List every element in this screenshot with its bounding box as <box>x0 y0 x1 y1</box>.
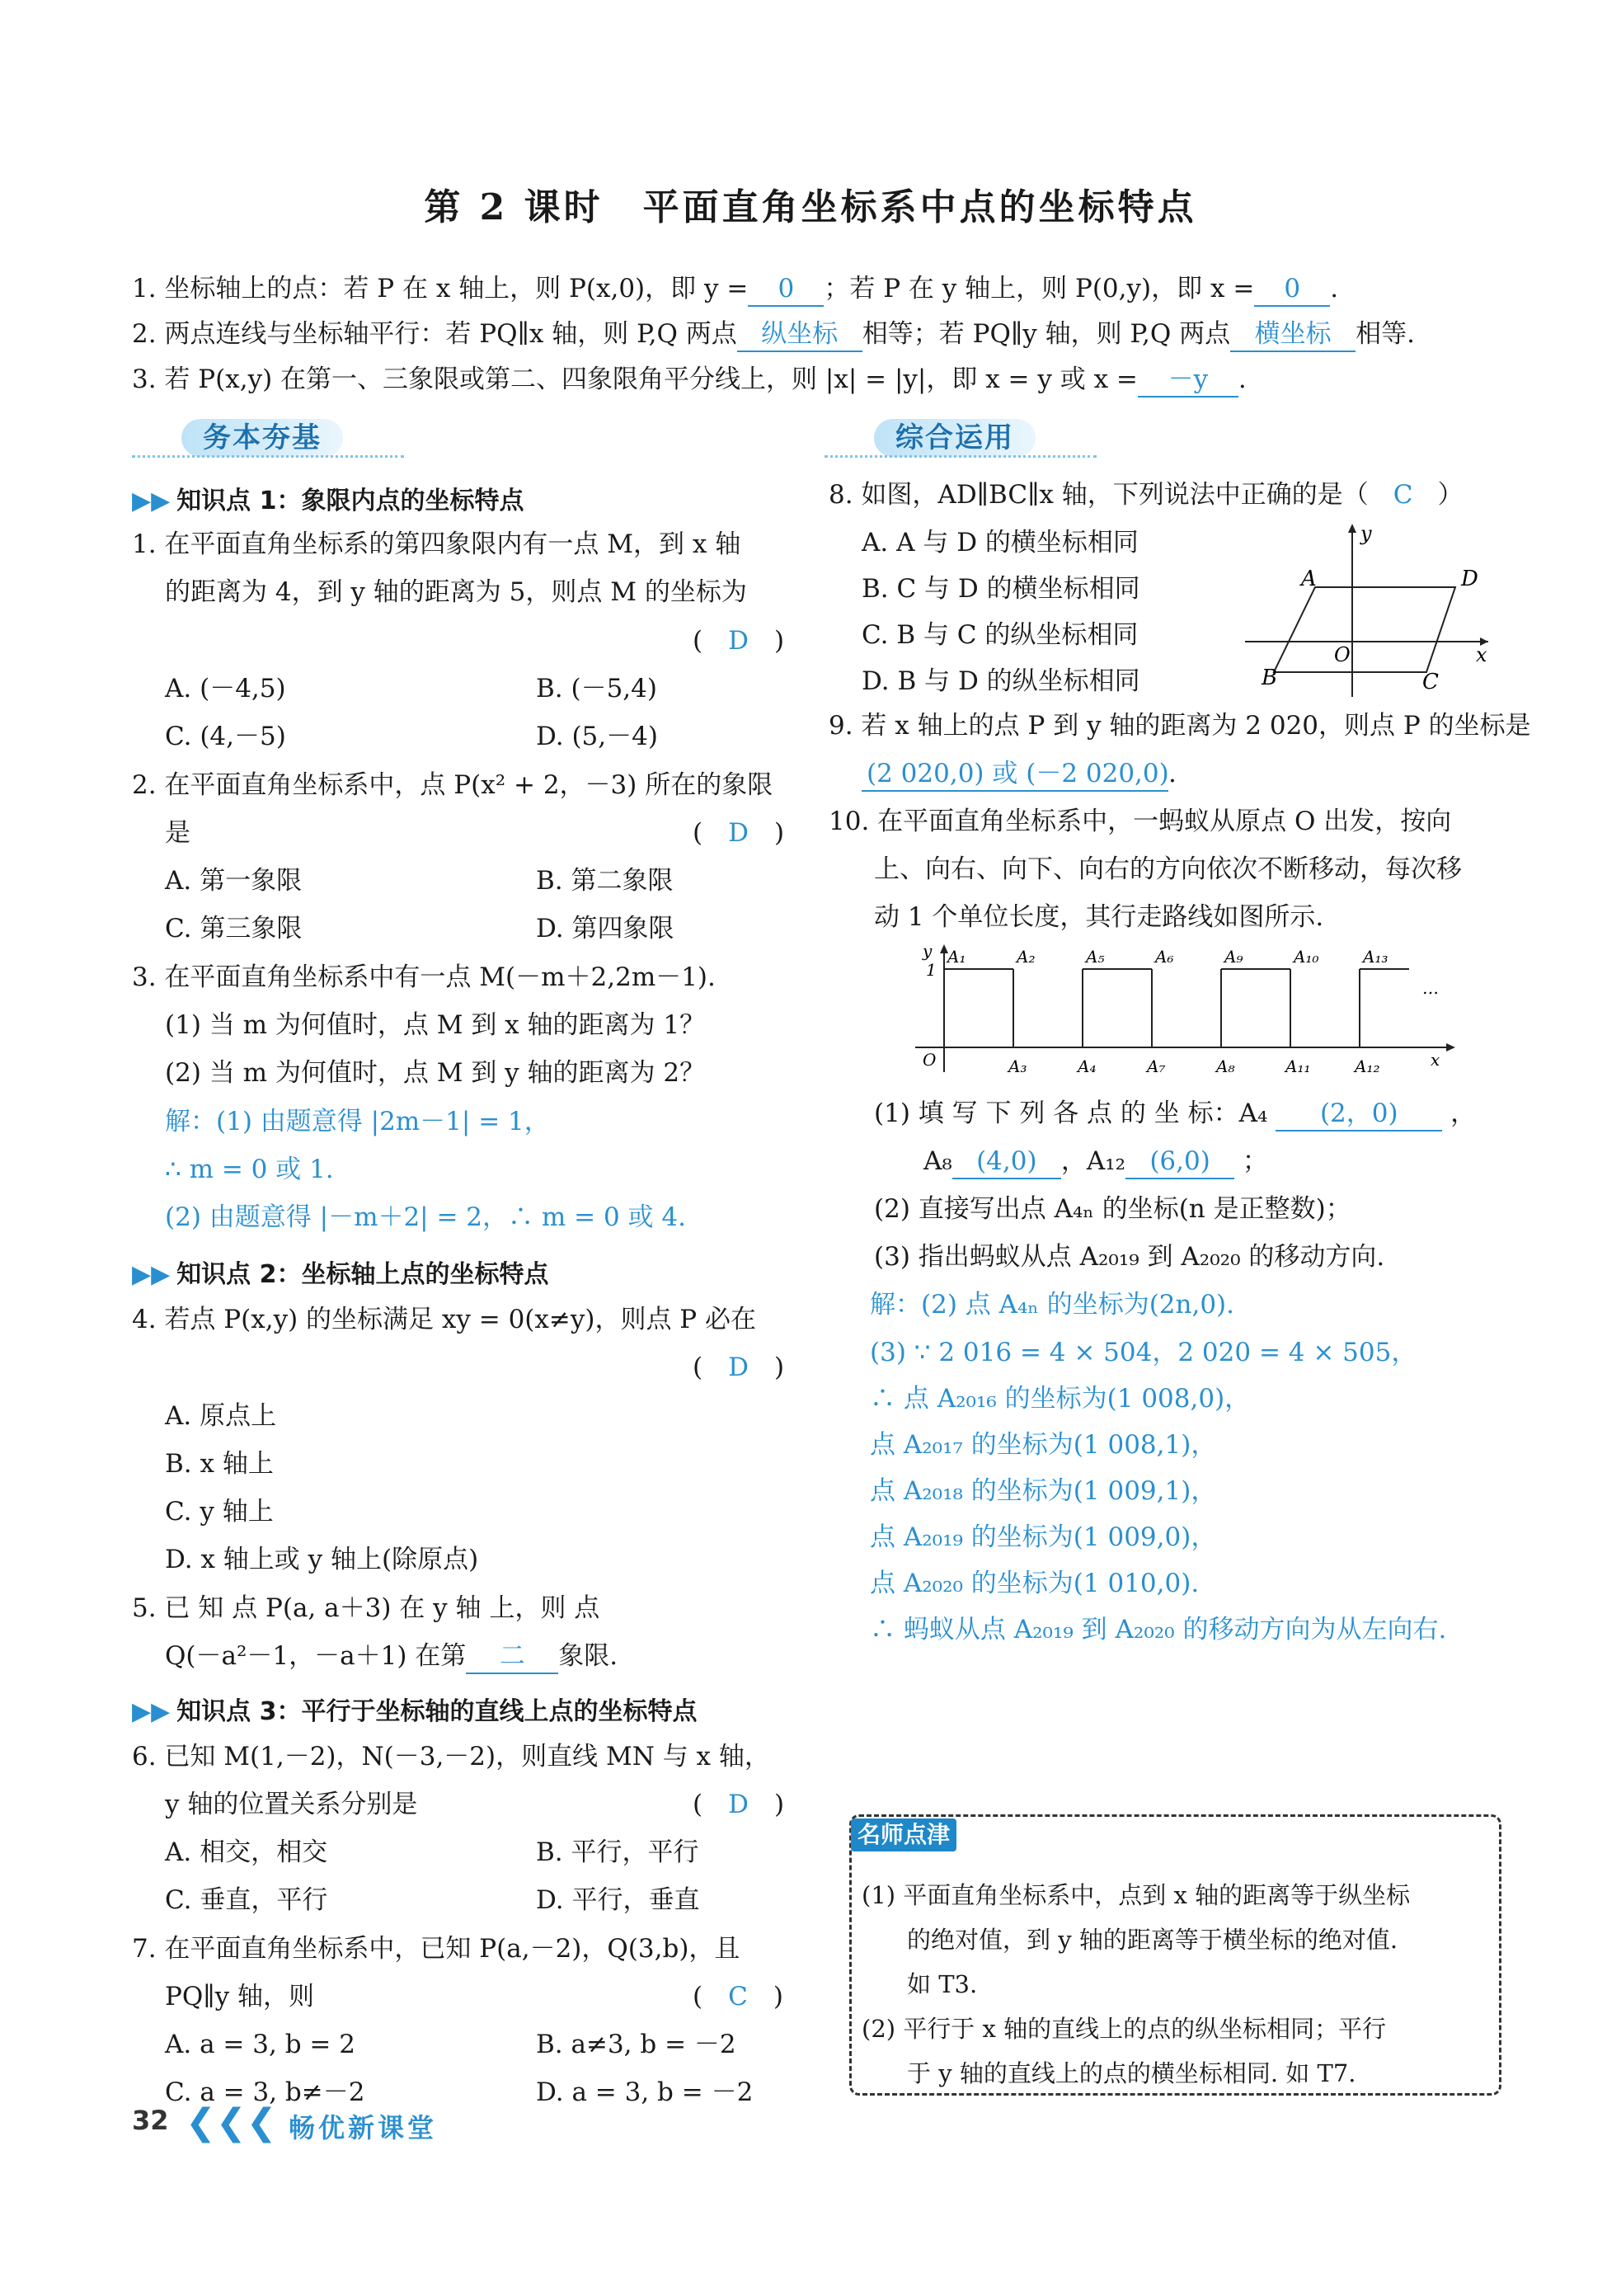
q3-solution-3: (2) 由题意得 |－m＋2| = 2，∴ m = 0 或 4. <box>165 1202 686 1232</box>
label-y: y <box>1360 522 1372 545</box>
q10-solution-4: 点 A₂₀₁₇ 的坐标为(1 008,1)， <box>870 1430 1217 1460</box>
q10-part3: (3) 指出蚂蚁从点 A₂₀₁₉ 到 A₂₀₂₀ 的移动方向. <box>874 1242 1385 1272</box>
q9-answer: (2 020,0) 或 (－2 020,0). <box>862 757 1177 792</box>
q2-option-c: C. 第三象限 <box>165 914 303 943</box>
q4-option-d: D. x 轴上或 y 轴上(除原点) <box>165 1545 479 1574</box>
bottom-point-label: A₃ <box>1008 1056 1027 1076</box>
q4-option-b: B. x 轴上 <box>165 1449 274 1479</box>
tip-line-3: 如 T3. <box>907 1970 978 1998</box>
book-series-title: 畅优新课堂 <box>289 2112 438 2143</box>
intro-line-2: 2. 两点连线与坐标轴平行：若 PQ∥x 轴，则 P,Q 两点 纵坐标 相等；若 PQ∥y 轴，则 P,Q 两点 横坐标 相等. <box>132 318 1415 352</box>
q7-option-b: B. a≠3, b = －2 <box>536 2030 736 2059</box>
q10-solution-7: 点 A₂₀₂₀ 的坐标为(1 010,0). <box>870 1569 1200 1598</box>
tip-line-1: (1) 平面直角坐标系中，点到 x 轴的距离等于纵坐标 <box>862 1881 1411 1909</box>
q10-solution-1: 解：(2) 点 A₄ₙ 的坐标为(2n,0). <box>870 1290 1235 1320</box>
q1-option-b: B. (－5,4) <box>536 674 657 703</box>
top-point-label: A₉ <box>1224 947 1243 967</box>
knowledge-point-3: ▶▶ 知识点 3：平行于坐标轴的直线上点的坐标特点 <box>132 1697 698 1726</box>
section-title-right: 综合运用 <box>874 419 1036 457</box>
q5-line-1: 5. 已 知 点 P(a, a＋3) 在 y 轴 上，则 点 <box>132 1593 600 1623</box>
top-point-label: A₂ <box>1017 947 1036 967</box>
tip-line-2: 的绝对值，到 y 轴的距离等于横坐标的绝对值. <box>907 1926 1398 1954</box>
q10-solution-8: ∴ 蚂蚁从点 A₂₀₁₉ 到 A₂₀₂₀ 的移动方向为从左向右. <box>870 1615 1447 1644</box>
top-point-label: A₆ <box>1155 947 1174 967</box>
top-point-label: A₁ <box>947 947 966 967</box>
q10-part2: (2) 直接写出点 A₄ₙ 的坐标(n 是正整数)； <box>874 1194 1351 1224</box>
top-point-label: A₁₃ <box>1363 947 1388 967</box>
q8-line-1: 8. 如图，AD∥BC∥x 轴，下列说法中正确的是（ C ） <box>829 480 1464 510</box>
x-axis-arrow-icon <box>1446 1043 1455 1052</box>
label-a: A <box>1301 567 1317 591</box>
q10-line-3: 动 1 个单位长度，其行走路线如图所示. <box>874 902 1324 932</box>
q2-answer: ( D ) <box>693 818 785 848</box>
q8-option-b: B. C 与 D 的横坐标相同 <box>862 574 1140 604</box>
bottom-point-label: A₈ <box>1216 1056 1235 1076</box>
section-header-right <box>825 412 1105 465</box>
q1-answer: ( D ) <box>693 626 785 656</box>
q2-option-d: D. 第四象限 <box>536 914 674 943</box>
q10-part1-line-2: A₈ (4,0) ，A₁₂ (6,0) ； <box>923 1145 1268 1179</box>
q2-line-1: 2. 在平面直角坐标系中，点 P(x² + 2，－3) 所在的象限 <box>132 770 773 800</box>
section-title-left: 务本夯基 <box>181 419 343 457</box>
y-axis-arrow-icon <box>1348 524 1356 533</box>
q3-line-1: 3. 在平面直角坐标系中有一点 M(－m＋2,2m－1). <box>132 962 716 992</box>
q6-option-a: A. 相交，相交 <box>165 1837 328 1867</box>
intro-line-3: 3. 若 P(x,y) 在第一、三象限或第二、四象限角平分线上，则 |x| = |y|，即 x = y 或 x = －y . <box>132 363 1247 398</box>
q6-option-c: C. 垂直，平行 <box>165 1885 328 1915</box>
q3-solution-2: ∴ m = 0 或 1. <box>165 1155 334 1184</box>
teacher-tip-tag: 名师点津 <box>851 1818 956 1851</box>
q6-option-b: B. 平行，平行 <box>536 1837 699 1867</box>
q10-part1-line-1: (1) 填 写 下 列 各 点 的 坐 标：A₄ (2，0) ， <box>874 1097 1476 1132</box>
x-label: x <box>1431 1050 1440 1070</box>
q2-option-b: B. 第二象限 <box>536 866 674 896</box>
q10-solution-6: 点 A₂₀₁₉ 的坐标为(1 009,0)， <box>870 1522 1217 1552</box>
tip-line-4: (2) 平行于 x 轴的直线上的点的纵坐标相同；平行 <box>862 2015 1387 2043</box>
section-header-left <box>132 412 412 465</box>
q7-option-c: C. a = 3, b≠－2 <box>165 2077 365 2107</box>
q10-solution-5: 点 A₂₀₁₈ 的坐标为(1 009,1)， <box>870 1476 1217 1506</box>
q1-line-2: 的距离为 4，到 y 轴的距离为 5，则点 M 的坐标为 <box>165 577 747 607</box>
q6-answer: ( D ) <box>693 1790 785 1819</box>
bottom-point-label: A₄ <box>1078 1056 1097 1076</box>
knowledge-point-2: ▶▶ 知识点 2：坐标轴上点的坐标特点 <box>132 1260 549 1289</box>
q1-option-c: C. (4,－5) <box>165 722 286 751</box>
origin-label: O <box>923 1050 937 1070</box>
top-point-label: A₅ <box>1086 947 1105 967</box>
top-point-label: A₁₀ <box>1294 947 1319 967</box>
q1-option-a: A. (－4,5) <box>165 674 286 703</box>
q4-answer: ( D ) <box>693 1353 785 1382</box>
continuation-dots: … <box>1422 978 1439 998</box>
q1-option-d: D. (5,－4) <box>536 722 658 751</box>
q6-line-2: y 轴的位置关系分别是 <box>165 1790 418 1819</box>
q4-option-c: C. y 轴上 <box>165 1497 274 1527</box>
q6-line-1: 6. 已知 M(1,－2)，N(－3,－2)，则直线 MN 与 x 轴， <box>132 1742 770 1771</box>
q8-option-a: A. A 与 D 的横坐标相同 <box>862 528 1139 558</box>
bottom-point-label: A₁₂ <box>1355 1056 1380 1076</box>
q8-parallelogram-figure <box>1237 520 1501 709</box>
q3-line-2: (1) 当 m 为何值时，点 M 到 x 轴的距离为 1？ <box>165 1010 706 1040</box>
chevron-left-icon: ❮❮❮ <box>186 2101 277 2143</box>
q7-option-a: A. a = 3, b = 2 <box>165 2030 355 2059</box>
tip-line-5: 于 y 轴的直线上的点的横坐标相同. 如 T7. <box>907 2059 1356 2087</box>
q10-line-1: 10. 在平面直角坐标系中，一蚂蚁从原点 O 出发，按向 <box>829 807 1452 836</box>
label-c: C <box>1422 670 1439 694</box>
knowledge-point-1: ▶▶ 知识点 1：象限内点的坐标特点 <box>132 487 524 515</box>
q7-line-1: 7. 在平面直角坐标系中，已知 P(a,－2)，Q(3,b)，且 <box>132 1934 740 1964</box>
q2-option-a: A. 第一象限 <box>165 866 303 896</box>
q1-line-1: 1. 在平面直角坐标系的第四象限内有一点 M，到 x 轴 <box>132 529 741 559</box>
q7-option-d: D. a = 3, b = －2 <box>536 2077 754 2107</box>
q4-option-a: A. 原点上 <box>165 1401 277 1431</box>
bottom-point-label: A₇ <box>1147 1056 1166 1076</box>
q10-line-2: 上、向右、向下、向右的方向依次不断移动，每次移 <box>874 854 1462 884</box>
label-x: x <box>1476 643 1487 666</box>
label-d: D <box>1461 567 1478 591</box>
q4-line-1: 4. 若点 P(x,y) 的坐标满足 xy = 0(x≠y)，则点 P 必在 <box>132 1305 757 1334</box>
q3-solution-1: 解：(1) 由题意得 |2m－1| = 1， <box>165 1107 550 1136</box>
q7-line-2: PQ∥y 轴，则 <box>165 1982 314 2011</box>
label-o: O <box>1334 643 1351 666</box>
q10-path-figure <box>907 940 1476 1084</box>
q6-option-d: D. 平行，垂直 <box>536 1885 700 1915</box>
q9-line-1: 9. 若 x 轴上的点 P 到 y 轴的距离为 2 020，则点 P 的坐标是 <box>829 711 1531 741</box>
q10-solution-3: ∴ 点 A₂₀₁₆ 的坐标为(1 008,0)， <box>870 1384 1251 1414</box>
bottom-point-label: A₁₁ <box>1285 1056 1311 1076</box>
tick-label-one: 1 <box>926 960 937 980</box>
q7-answer: ( C ) <box>693 1982 783 2011</box>
page-title: 第 2 课时 平面直角坐标系中点的坐标特点 <box>424 186 1197 228</box>
q8-option-d: D. B 与 D 的纵坐标相同 <box>862 666 1140 696</box>
q2-line-2: 是 <box>165 818 190 848</box>
q8-option-c: C. B 与 C 的纵坐标相同 <box>862 620 1139 650</box>
intro-line-1: 1. 坐标轴上的点：若 P 在 x 轴上，则 P(x,0)，即 y = 0 ；若 P 在 y 轴上，则 P(0,y)，即 x = 0 . <box>132 272 1338 307</box>
parallelogram-abcd <box>1274 587 1455 672</box>
y-label: y <box>923 941 933 961</box>
q5-line-2: Q(－a²－1，－a＋1) 在第 二 象限. <box>165 1640 618 1674</box>
page-number: 32 <box>132 2105 169 2136</box>
label-b: B <box>1262 666 1278 690</box>
q10-solution-2: (3) ∵ 2 016 = 4 × 504，2 020 = 4 × 505， <box>870 1338 1417 1367</box>
q3-line-3: (2) 当 m 为何值时，点 M 到 y 轴的距离为 2？ <box>165 1058 706 1088</box>
